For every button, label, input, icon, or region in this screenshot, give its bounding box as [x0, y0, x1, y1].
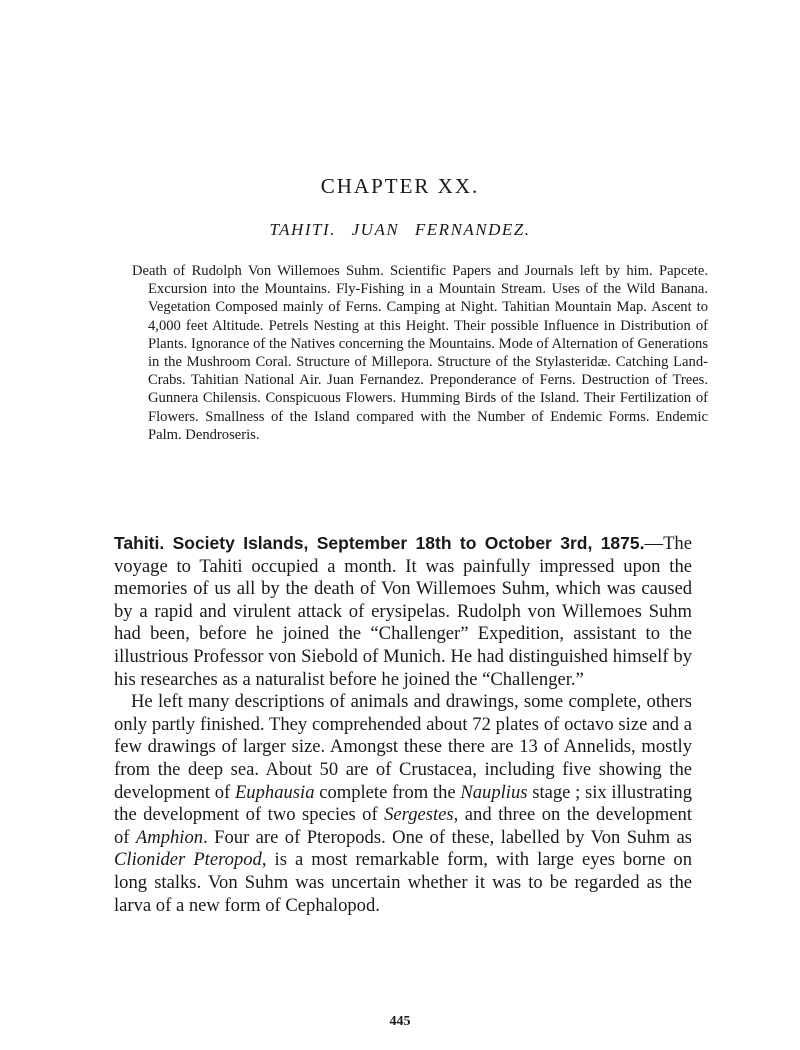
paragraph-1-text: —The voyage to Tahiti occupied a month. It was painfully impressed upon the memories of us all by the death of Von Willemoes Suhm, which was caused by a rapid and virulent attack of erysipelas. Rudolph von Willemoes Suhm had been, before he joined the “Challenger” Expedition, assistant to the illustrious Professor von Siebold of Munich. He had distinguished himself by his researches as a naturalist before he joined the “Challenger.”: [114, 533, 692, 690]
paragraph-2-italic-4: Amphion: [135, 826, 204, 848]
paragraph-2-text-3: stage ; six illustrating the development of two species of: [114, 781, 692, 826]
paragraph-1-lead: Tahiti. Society Islands, September 18th to October 3rd, 1875.: [114, 533, 645, 553]
chapter-subtitle: TAHITI. JUAN FERNANDEZ.: [269, 220, 531, 239]
paragraph-2: [114, 691, 692, 917]
paragraph-2-italic-1: Euphausia: [234, 781, 315, 803]
paragraph-2-text-4: , and three on the development of: [114, 804, 692, 848]
chapter-title: CHAPTER XX.: [320, 174, 480, 198]
paragraph-2-italic-3: Sergestes: [384, 804, 454, 826]
chapter-synopsis: Death of Rudolph Von Willemoes Suhm. Scientific Papers and Journals left by him. Papcete. Excursion into the Mountains. Fly-Fishing in a Mountain Stream. Uses of the Wild Banana. Vegetation Composed mainly of Ferns. Camping at Night. Tahitian Mountain Map. Ascent to 4,000 feet Altitude. Petrels Nesting at this Height. Their possible Influence in Distribution of Plants. Ignorance of the Natives concerning the Mountains. Mode of Alternation of Generations in the Mushroom Coral. Structure of Millepora. Structure of the Stylasteridæ. Catching Land-Crabs. Tahitian National Air. Juan Fernandez. Preponderance of Ferns. Destruction of Trees. Gunnera Chilensis. Conspicuous Flowers. Humming Birds of the Island. Their Fertilization of Flowers. Smallness of the Island compared with the Number of Endemic Forms. Endemic Palm. Dendroseris.: [132, 263, 708, 443]
paragraph-2-text-2: complete from the: [314, 781, 461, 803]
paragraph-2-text-5: . Four are of Pteropods. One of these, labelled by Von Suhm as: [203, 826, 693, 848]
page-number: 445: [389, 1014, 411, 1029]
body-text: [114, 532, 692, 917]
paragraph-2-text-1: He left many descriptions of animals and drawings, some complete, others only partly finished. They comprehended about 72 plates of octavo size and a few drawings of larger size. Amongst these there are 13 of Annelids, mostly from the deep sea. About 50 are of Crustacea, including five showing the development of: [114, 691, 692, 803]
paragraph-2-italic-5: Clionider Pteropod: [114, 849, 262, 871]
paragraph-2-text-6: , is a most remarkable form, with large eyes borne on long stalks. Von Suhm was uncertain whether it was to be regarded as the larva of a new form of Cephalopod.: [114, 849, 692, 916]
paragraph-2-italic-2: Nauplius: [460, 781, 528, 803]
paragraph-1: [114, 532, 692, 691]
